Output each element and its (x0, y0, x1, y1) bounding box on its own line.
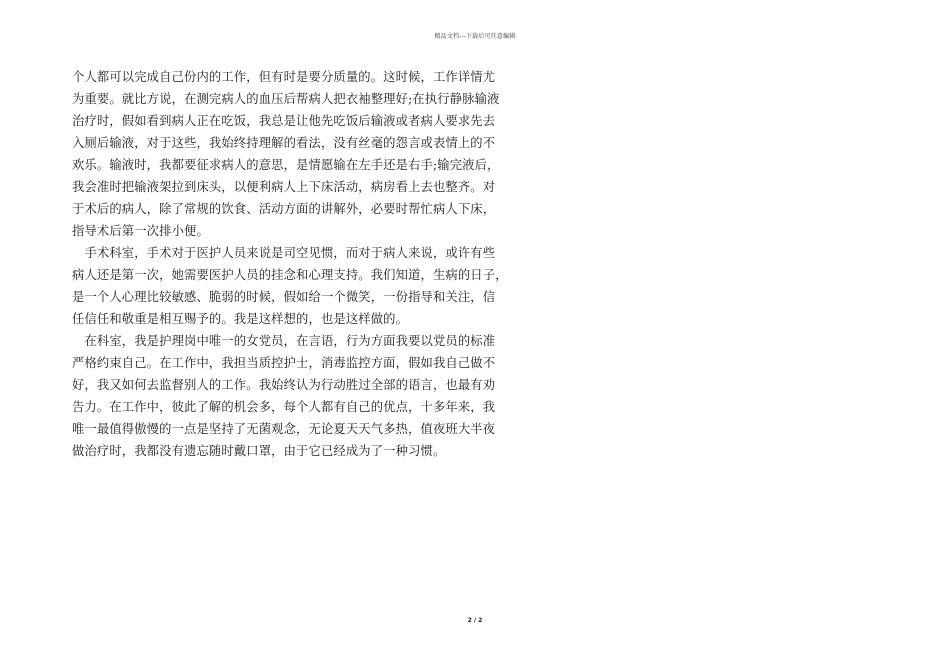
text-line: 手术科室，手术对于医护人员来说是司空见惯，而对于病人来说，或许有些 (72, 246, 496, 260)
text-line: 任信任和敬重是相互赐予的。我是这样想的，也是这样做的。 (72, 312, 409, 326)
text-line: 严格约束自己。在工作中，我担当质控护士，消毒监控方面，假如我自己做不 (72, 356, 496, 370)
text-line: 做治疗时，我都没有遗忘随时戴口罩，由于它已经成为了一种习惯。 (72, 444, 446, 458)
paragraph-3 (72, 330, 496, 462)
page-header: 精品文档---下载后可任意编辑 (434, 33, 516, 40)
document-body (72, 66, 508, 462)
paragraph-1 (72, 66, 500, 242)
text-line: 为重要。就比方说，在测完病人的血压后帮病人把衣袖整理好;在执行静脉输液 (72, 92, 500, 106)
text-line: 欢乐。输液时，我都要征求病人的意思，是情愿输在左手还是右手;输完液后， (72, 158, 500, 172)
text-line: 病人还是第一次，她需要医护人员的挂念和心理支持。我们知道，生病的日子， (72, 268, 508, 282)
text-line: 在科室，我是护理岗中唯一的女党员，在言语，行为方面我要以党员的标准 (72, 334, 496, 348)
text-line: 是一个人心理比较敏感、脆弱的时候，假如给一个微笑，一份指导和关注，信 (72, 290, 496, 304)
text-line: 于术后的病人，除了常规的饮食、活动方面的讲解外，必要时帮忙病人下床， (72, 202, 496, 216)
text-line: 指导术后第一次排小便。 (72, 224, 209, 238)
text-line: 治疗时，假如看到病人正在吃饭，我总是让他先吃饭后输液或者病人要求先去 (72, 114, 496, 128)
text-line: 入厕后输液，对于这些，我始终持理解的看法，没有丝毫的怨言或表情上的不 (72, 136, 496, 150)
text-line: 告力。在工作中，彼此了解的机会多，每个人都有自己的优点，十多年来，我 (72, 400, 496, 414)
paragraph-2 (72, 242, 508, 330)
text-line: 我会准时把输液架拉到床头，以便利病人上下床活动，病房看上去也整齐。对 (72, 180, 496, 194)
page-number: 2 / 2 (467, 617, 483, 624)
text-line: 个人都可以完成自己份内的工作，但有时是要分质量的。这时候，工作详情尤 (72, 70, 496, 84)
text-line: 唯一最值得傲慢的一点是坚持了无菌观念，无论夏天天气多热，值夜班大半夜 (72, 422, 496, 436)
text-line: 好，我又如何去监督别人的工作。我始终认为行动胜过全部的语言，也最有劝 (72, 378, 496, 392)
